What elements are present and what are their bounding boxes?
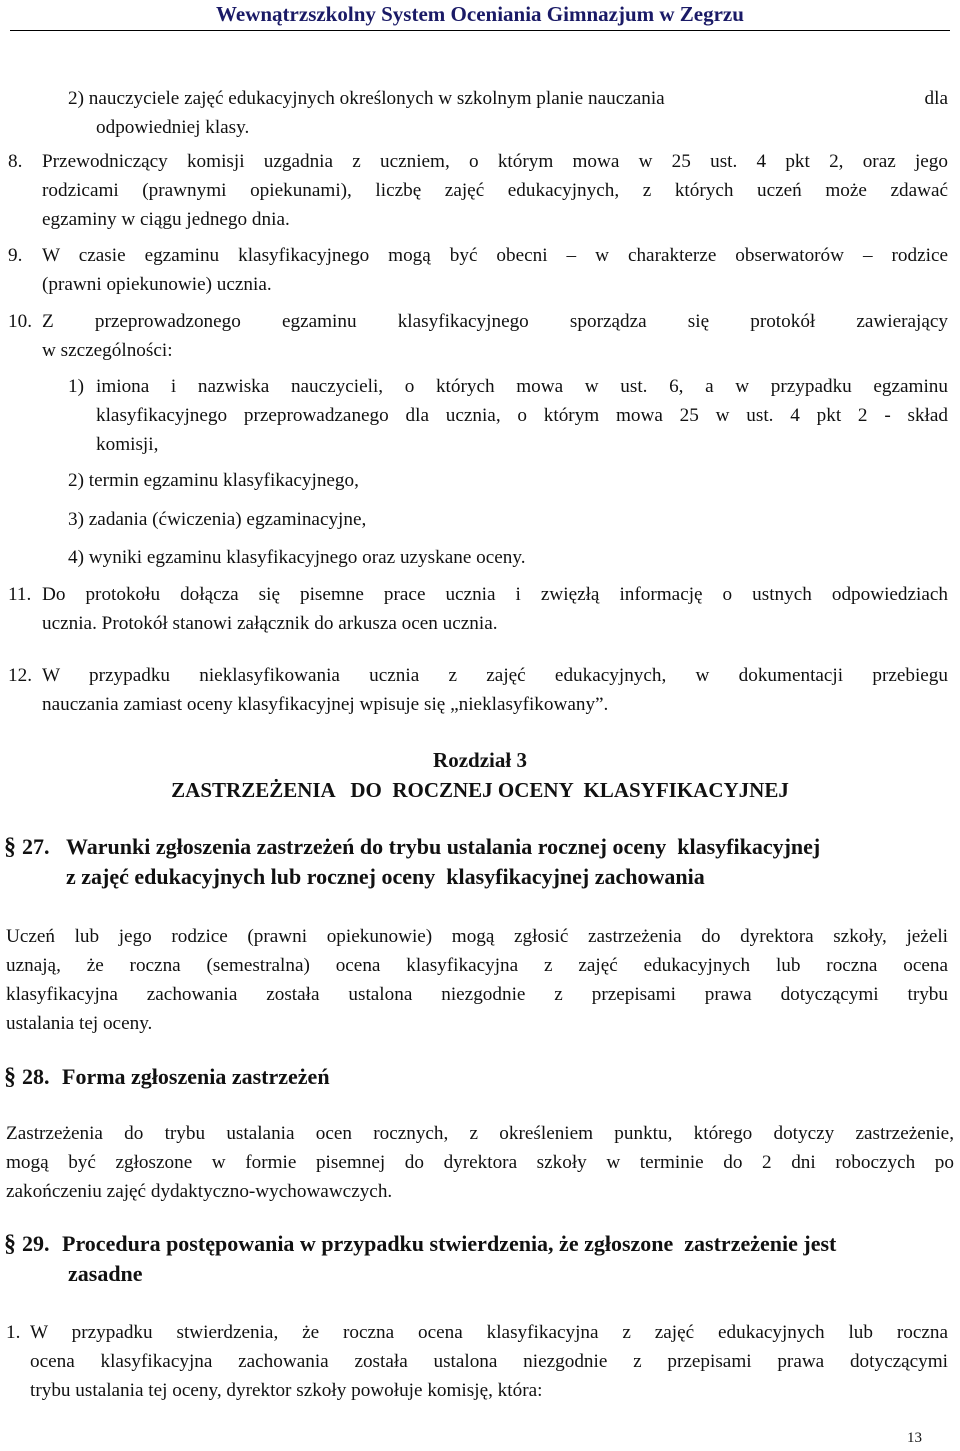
section-heading bbox=[0, 1229, 960, 1289]
item-text: Do protokołu dołącza się pisemne prace ucznia i zwięzłą informację o ustnych odpowiedziach bbox=[42, 584, 948, 605]
item-text: W przypadku stwierdzenia, że roczna ocena klasyfikacyjna z zajęć edukacyjnych lub roczna bbox=[30, 1322, 948, 1343]
paragraph-line: mogą być zgłoszone w formie pisemnej do dyrektora szkoły w terminie do 2 dni roboczych po bbox=[6, 1152, 954, 1173]
item-text: komisji, bbox=[96, 434, 159, 455]
section-title: zasadne bbox=[68, 1261, 143, 1286]
item-number: 2) bbox=[68, 88, 84, 109]
item-text: imiona i nazwiska nauczycieli, o których mowa w ust. 6, a w przypadku egzaminu bbox=[96, 376, 948, 397]
list-item bbox=[8, 307, 948, 365]
item-number: 1) bbox=[68, 376, 84, 397]
item-number: 8. bbox=[8, 151, 23, 172]
item-number: 3) bbox=[68, 509, 84, 530]
item-number: 10. bbox=[8, 311, 32, 332]
item-text: W przypadku nieklasyfikowania ucznia z zajęć edukacyjnych, w dokumentacji przebiegu bbox=[42, 665, 948, 686]
item-text-end: dla bbox=[924, 88, 948, 109]
section-sign-icon: § bbox=[4, 1231, 16, 1257]
list-item bbox=[8, 661, 948, 719]
paragraph-line: Uczeń lub jego rodzice (prawni opiekunowie) mogą zgłosić zastrzeżenia do dyrektora szkoły, jeżeli bbox=[6, 926, 948, 947]
item-text: termin egzaminu klasyfikacyjnego, bbox=[88, 470, 359, 491]
chapter-label: Rozdział 3 bbox=[433, 748, 527, 772]
section-number: 29. bbox=[22, 1231, 50, 1256]
section-heading bbox=[0, 1062, 960, 1092]
section-heading bbox=[0, 832, 960, 892]
list-item bbox=[6, 1318, 948, 1405]
item-text: Przewodniczący komisji uzgadnia z uczniem, o którym mowa w 25 ust. 4 pkt 2, oraz jego bbox=[42, 151, 948, 172]
section-title: Procedura postępowania w przypadku stwierdzenia, że zgłoszone zastrzeżenie jest bbox=[62, 1231, 837, 1256]
item-text: Z przeprowadzonego egzaminu klasyfikacyjnego sporządza się protokół zawierający bbox=[42, 311, 948, 332]
section-title: Warunki zgłoszenia zastrzeżeń do trybu ustalania rocznej oceny klasyfikacyjnej bbox=[66, 834, 821, 859]
page-number: 13 bbox=[907, 1430, 922, 1446]
section-title: z zajęć edukacyjnych lub rocznej oceny klasyfikacyjnej zachowania bbox=[66, 864, 705, 889]
item-text: ocena klasyfikacyjna zachowania została ustalona niezgodnie z przepisami prawa dotyczącymi bbox=[30, 1351, 948, 1372]
item-text: rodzicami (prawnymi opiekunami), liczbę zajęć edukacyjnych, z których uczeń może zdawać bbox=[42, 180, 948, 201]
paragraph-line: ustalania tej oceny. bbox=[6, 1013, 153, 1034]
paragraph-line: uznają, że roczna (semestralna) ocena klasyfikacyjna z zajęć edukacyjnych lub roczna ocena bbox=[6, 955, 948, 976]
chapter-title: ZASTRZEŻENIA DO ROCZNEJ OCENY KLASYFIKACYJNEJ bbox=[171, 778, 789, 802]
section-sign-icon: § bbox=[4, 834, 16, 860]
item-text: nauczania zamiast oceny klasyfikacyjnej wpisuje się „nieklasyfikowany”. bbox=[42, 694, 609, 715]
item-text: wyniki egzaminu klasyfikacyjnego oraz uzyskane oceny. bbox=[88, 547, 526, 568]
item-number: 9. bbox=[8, 245, 23, 266]
item-number: 4) bbox=[68, 547, 84, 568]
item-text: trybu ustalania tej oceny, dyrektor szkoły powołuje komisję, która: bbox=[30, 1380, 543, 1401]
list-item bbox=[8, 241, 948, 299]
item-number: 2) bbox=[68, 470, 84, 491]
item-text: w szczególności: bbox=[42, 340, 173, 361]
item-number: 11. bbox=[8, 584, 32, 605]
paragraph bbox=[6, 1119, 954, 1206]
item-text: zadania (ćwiczenia) egzaminacyjne, bbox=[88, 509, 367, 530]
list-item-continuation: odpowiedniej klasy. bbox=[96, 117, 250, 138]
paragraph bbox=[6, 922, 948, 1038]
list-item bbox=[68, 84, 948, 113]
paragraph-line: Zastrzeżenia do trybu ustalania ocen rocznych, z określeniem punktu, którego dotyczy zastrzeżenie, bbox=[6, 1123, 954, 1144]
item-number: 1. bbox=[6, 1322, 21, 1343]
section-number: 27. bbox=[22, 834, 50, 859]
paragraph-line: zakończeniu zajęć dydaktyczno-wychowawczych. bbox=[6, 1181, 393, 1202]
item-number: 12. bbox=[8, 665, 32, 686]
item-text: W czasie egzaminu klasyfikacyjnego mogą być obecni – w charakterze obserwatorów – rodzice bbox=[42, 245, 948, 266]
section-sign-icon: § bbox=[4, 1064, 16, 1090]
section-title: Forma zgłoszenia zastrzeżeń bbox=[62, 1064, 330, 1089]
item-text: egzaminy w ciągu jednego dnia. bbox=[42, 209, 290, 230]
sub-list-item bbox=[68, 543, 526, 572]
sub-list-item bbox=[68, 505, 366, 534]
paragraph-line: klasyfikacyjna zachowania została ustalona niezgodnie z przepisami prawa dotyczącymi trybu bbox=[6, 984, 948, 1005]
item-text: nauczyciele zajęć edukacyjnych określonych w szkolnym planie nauczania bbox=[88, 88, 665, 109]
item-text: (prawni opiekunowie) ucznia. bbox=[42, 274, 272, 295]
sub-list-item bbox=[68, 466, 359, 495]
running-header bbox=[10, 0, 950, 31]
item-text: ucznia. Protokół stanowi załącznik do arkusza ocen ucznia. bbox=[42, 613, 498, 634]
list-item bbox=[8, 147, 948, 234]
item-text: klasyfikacyjnego przeprowadzanego dla ucznia, o którym mowa 25 w ust. 4 pkt 2 - skład bbox=[96, 405, 948, 426]
sub-list-item bbox=[68, 372, 948, 459]
header-title: Wewnątrzszkolny System Oceniania Gimnazjum w Zegrzu bbox=[216, 2, 744, 26]
section-number: 28. bbox=[22, 1064, 50, 1089]
list-item bbox=[8, 580, 948, 638]
